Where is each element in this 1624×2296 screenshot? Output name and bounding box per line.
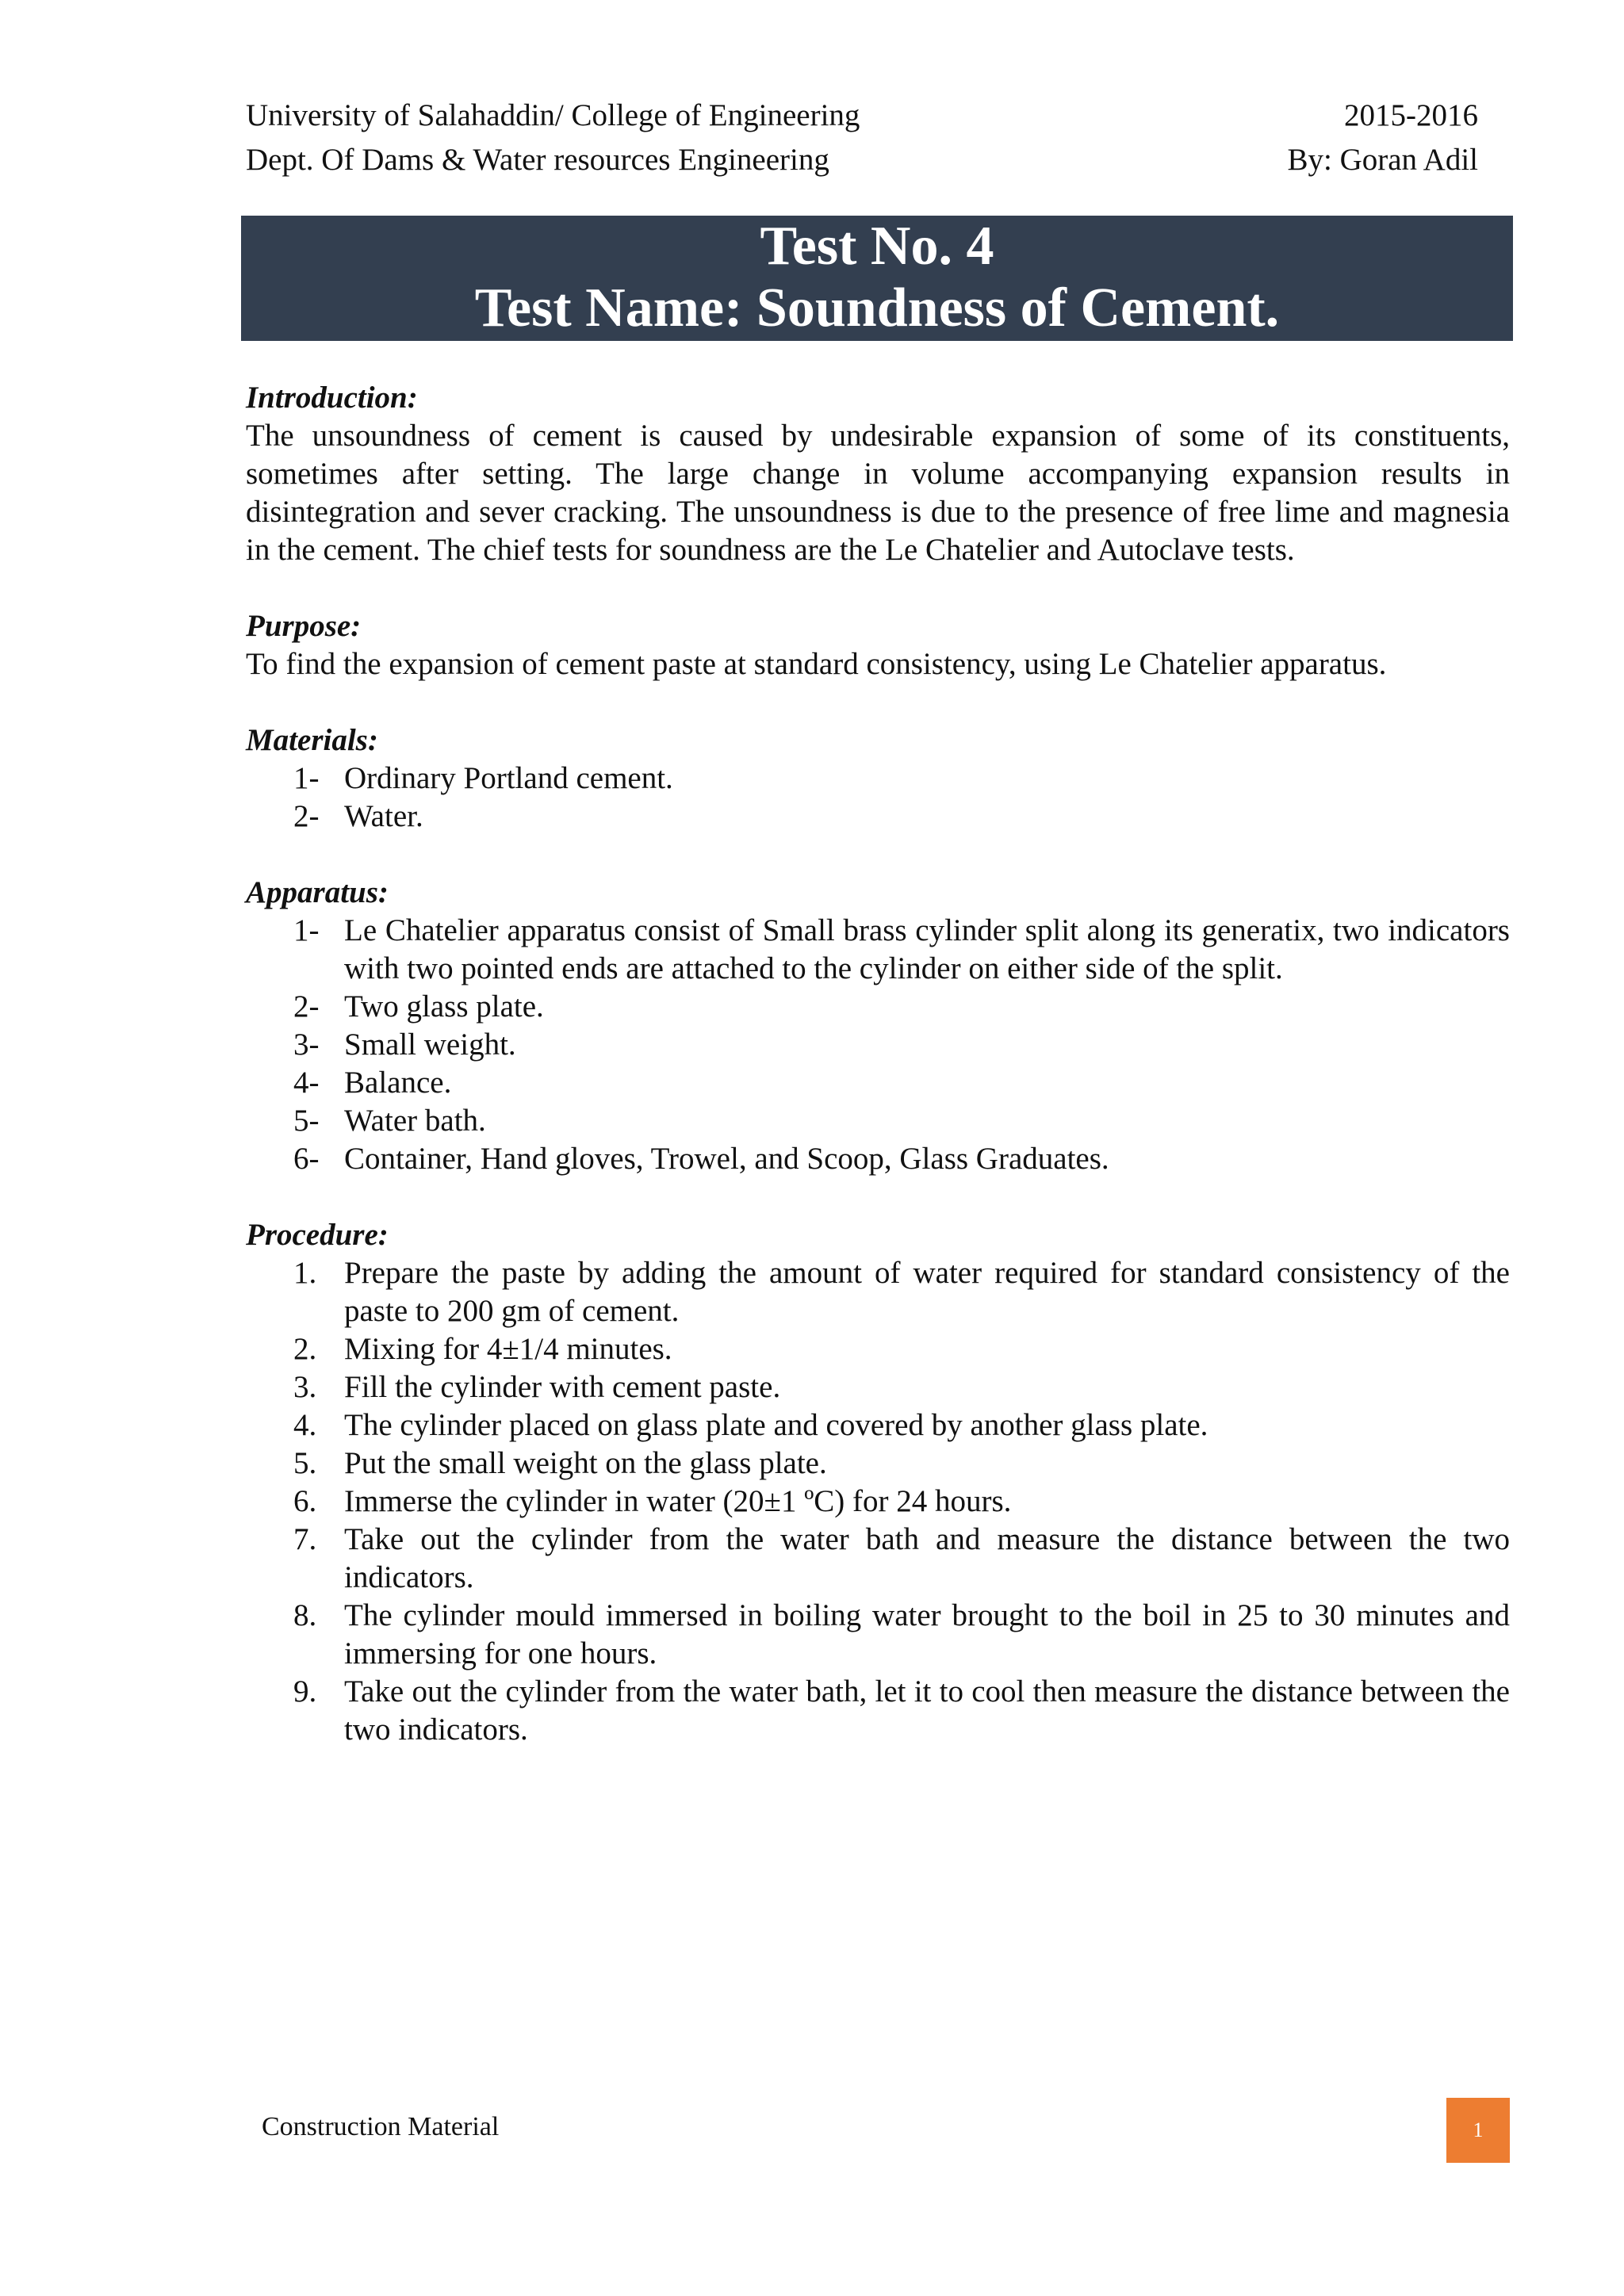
list-item bbox=[246, 1483, 1510, 1521]
test-name: Test Name: Soundness of Cement. bbox=[474, 277, 1280, 339]
page-number: 1 bbox=[1446, 2098, 1510, 2163]
materials-list bbox=[246, 760, 1510, 836]
list-item-number bbox=[246, 1673, 344, 1749]
purpose-heading: Purpose: bbox=[246, 609, 362, 643]
list-item-number bbox=[246, 1445, 344, 1483]
list-item-number bbox=[246, 798, 344, 836]
list-item-text: Water bath. bbox=[344, 1104, 486, 1138]
list-item bbox=[246, 1330, 1510, 1368]
list-item bbox=[246, 1521, 1510, 1597]
materials-section bbox=[246, 721, 1510, 836]
list-item-text: Le Chatelier apparatus consist of Small brass cylinder split along its generatix, two indicators with two pointed ends are attached to the cylinder on either side of the split. bbox=[344, 913, 1510, 985]
list-item-number-text: 1- bbox=[293, 913, 320, 947]
list-item-number bbox=[246, 1521, 344, 1597]
list-item-number-text: 5- bbox=[293, 1104, 320, 1138]
list-item bbox=[246, 1368, 1510, 1406]
author-name: By: Goran Adil bbox=[1287, 143, 1478, 177]
list-item-text: Ordinary Portland cement. bbox=[344, 761, 673, 795]
academic-year: 2015-2016 bbox=[1344, 98, 1478, 132]
list-item-number bbox=[246, 1026, 344, 1064]
list-item bbox=[246, 1673, 1510, 1749]
list-item-number-text: 2. bbox=[293, 1332, 317, 1366]
title-banner bbox=[241, 216, 1513, 341]
procedure-section bbox=[246, 1216, 1510, 1749]
list-item-number-text: 6. bbox=[293, 1484, 317, 1518]
list-item-text: Put the small weight on the glass plate. bbox=[344, 1446, 827, 1480]
institution-name: University of Salahaddin/ College of Engineering bbox=[246, 98, 860, 132]
apparatus-heading: Apparatus: bbox=[246, 875, 389, 909]
list-item bbox=[246, 1406, 1510, 1445]
list-item-number bbox=[246, 1140, 344, 1178]
list-item-number-text: 3. bbox=[293, 1370, 317, 1404]
list-item bbox=[246, 1064, 1510, 1102]
list-item-text: Prepare the paste by adding the amount of water required for standard consistency of the paste to 200 gm of cement. bbox=[344, 1256, 1510, 1328]
list-item-number-text: 2- bbox=[293, 989, 320, 1024]
materials-heading: Materials: bbox=[246, 723, 378, 757]
list-item-text: Water. bbox=[344, 799, 423, 833]
list-item-number bbox=[246, 1406, 344, 1445]
list-item bbox=[246, 988, 1510, 1026]
list-item-number bbox=[246, 1597, 344, 1673]
list-item-number bbox=[246, 912, 344, 988]
introduction-heading: Introduction: bbox=[246, 381, 418, 415]
department-name: Dept. Of Dams & Water resources Engineering bbox=[246, 143, 829, 177]
procedure-heading: Procedure: bbox=[246, 1218, 389, 1252]
list-item bbox=[246, 1254, 1510, 1330]
procedure-list bbox=[246, 1254, 1510, 1749]
list-item bbox=[246, 912, 1510, 988]
list-item-number-text: 5. bbox=[293, 1446, 317, 1480]
list-item bbox=[246, 1140, 1510, 1178]
list-item-number-text: 4- bbox=[293, 1066, 320, 1100]
list-item bbox=[246, 1026, 1510, 1064]
list-item-number-text: 1. bbox=[293, 1256, 317, 1290]
list-item-number-text: 6- bbox=[293, 1142, 320, 1176]
list-item-text: Balance. bbox=[344, 1066, 452, 1100]
test-number: Test No. 4 bbox=[760, 216, 994, 277]
page-header bbox=[246, 94, 1478, 182]
list-item-number-text: 3- bbox=[293, 1027, 320, 1062]
apparatus-list bbox=[246, 912, 1510, 1178]
list-item-text: The cylinder mould immersed in boiling water brought to the boil in 25 to 30 minutes and immersing for one hours. bbox=[344, 1598, 1510, 1670]
apparatus-section bbox=[246, 874, 1510, 1178]
purpose-text: To find the expansion of cement paste at standard consistency, using Le Chatelier apparatus. bbox=[246, 647, 1387, 681]
list-item bbox=[246, 1445, 1510, 1483]
list-item-number bbox=[246, 760, 344, 798]
list-item bbox=[246, 1597, 1510, 1673]
list-item-text: Immerse the cylinder in water (20±1 ºC) for 24 hours. bbox=[344, 1484, 1012, 1518]
introduction-section bbox=[246, 379, 1510, 569]
list-item-number-text: 7. bbox=[293, 1522, 317, 1556]
list-item-text: Container, Hand gloves, Trowel, and Scoop, Glass Graduates. bbox=[344, 1142, 1109, 1176]
list-item-number bbox=[246, 1064, 344, 1102]
list-item-number bbox=[246, 1368, 344, 1406]
list-item bbox=[246, 760, 1510, 798]
list-item-text: Two glass plate. bbox=[344, 989, 544, 1024]
list-item-text: Small weight. bbox=[344, 1027, 516, 1062]
footer-label: Construction Material bbox=[262, 2112, 500, 2141]
list-item-number-text: 1- bbox=[293, 761, 320, 795]
list-item-number-text: 2- bbox=[293, 799, 320, 833]
list-item-text: The cylinder placed on glass plate and covered by another glass plate. bbox=[344, 1408, 1208, 1442]
list-item-text: Fill the cylinder with cement paste. bbox=[344, 1370, 781, 1404]
list-item-number-text: 4. bbox=[293, 1408, 317, 1442]
introduction-text: The unsoundness of cement is caused by undesirable expansion of some of its constituents, sometimes after setting. The large change in volume accompanying expansion results in disintegration and sever cracking. The unsoundness is due to the presence of free lime and magnesia in the cement. The chief tests for soundness are the Le Chatelier and Autoclave tests. bbox=[246, 419, 1510, 567]
list-item bbox=[246, 1102, 1510, 1140]
list-item-number bbox=[246, 988, 344, 1026]
document-body bbox=[246, 379, 1510, 1787]
list-item-number bbox=[246, 1330, 344, 1368]
purpose-section bbox=[246, 607, 1510, 683]
list-item-text: Take out the cylinder from the water bath and measure the distance between the two indicators. bbox=[344, 1522, 1510, 1594]
list-item-number bbox=[246, 1254, 344, 1330]
list-item-number bbox=[246, 1102, 344, 1140]
list-item bbox=[246, 798, 1510, 836]
list-item-number-text: 8. bbox=[293, 1598, 317, 1632]
list-item-text: Take out the cylinder from the water bath, let it to cool then measure the distance between the two indicators. bbox=[344, 1674, 1510, 1747]
list-item-number bbox=[246, 1483, 344, 1521]
list-item-number-text: 9. bbox=[293, 1674, 317, 1709]
list-item-text: Mixing for 4±1/4 minutes. bbox=[344, 1332, 672, 1366]
